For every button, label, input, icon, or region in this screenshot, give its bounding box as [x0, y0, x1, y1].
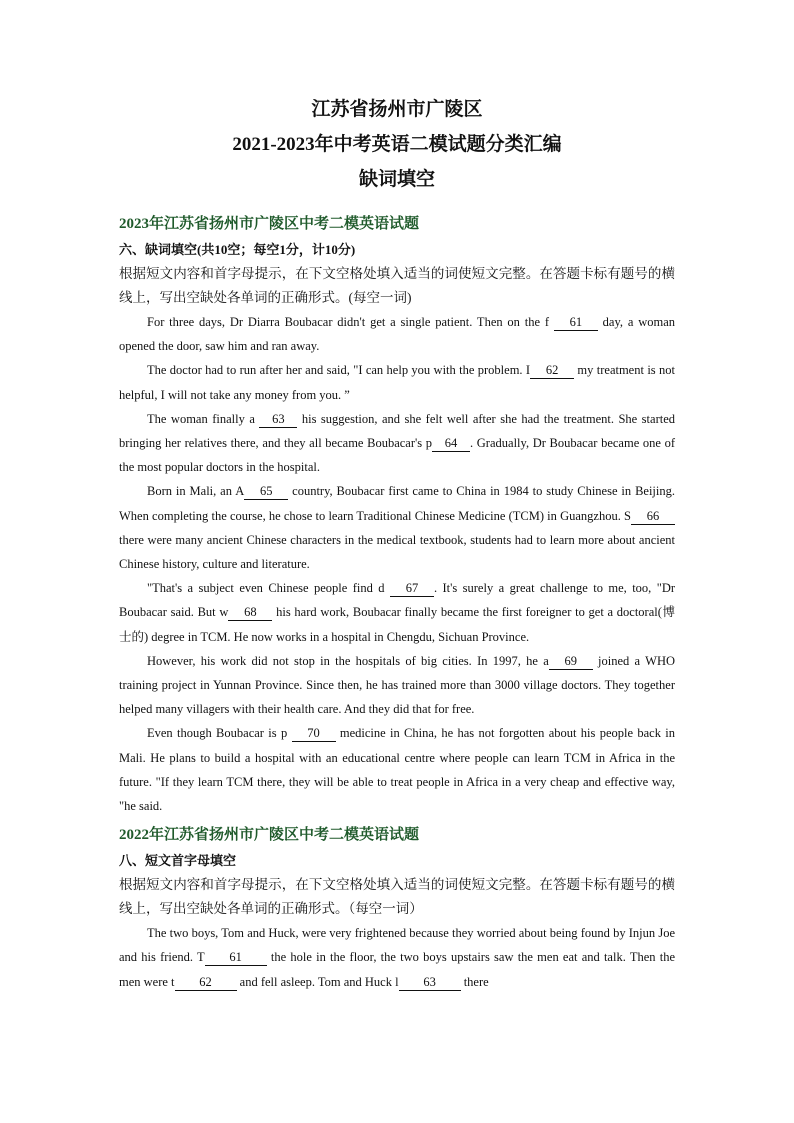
- blank-66[interactable]: 66: [631, 509, 675, 525]
- text-run: The two boys, Tom and Huck, were very frightened because they worried about being found by Injun Joe and his friend. T: [119, 926, 675, 965]
- section-heading-2023: 2023年江苏省扬州市广陵区中考二模英语试题: [119, 216, 420, 232]
- blank-69[interactable]: 69: [549, 654, 593, 670]
- blank-62[interactable]: 62: [530, 363, 574, 379]
- text-run: However, his work did not stop in the hospitals of big cities. In 1997, he a: [147, 653, 549, 668]
- paragraph-7: [119, 721, 675, 818]
- blank-70[interactable]: 70: [292, 726, 336, 742]
- blank-67[interactable]: 67: [390, 581, 434, 597]
- instruction-2022: 根据短文内容和首字母提示，在下文空格处填入适当的词使短文完整。在答题卡标有题号的横线上，写出空缺处各单词的正确形式。（每空一词）: [119, 877, 675, 917]
- text-run: day, a woman opened the door, saw him and ran away.: [119, 315, 675, 354]
- paragraph-5: [119, 576, 675, 649]
- blank-65[interactable]: 65: [244, 484, 288, 500]
- paragraph-1: [119, 310, 675, 358]
- text-run: . It's surely a great challenge to me, too, "Dr Boubacar said. But w: [119, 581, 676, 620]
- paragraph-2: [119, 358, 675, 406]
- blank-2022-61[interactable]: 61: [205, 950, 267, 966]
- text-run: there were many ancient Chinese characters in the medical textbook, students had to learn more about ancient Chinese history, culture and literature.: [119, 532, 675, 572]
- text-run: The woman finally a: [147, 411, 260, 426]
- blank-64[interactable]: 64: [432, 436, 470, 452]
- subheading-2022: 八、短文首字母填空: [119, 853, 237, 869]
- text-run: Even though Boubacar is p: [147, 726, 292, 741]
- doc-title-region: 江苏省扬州市广陵区: [311, 99, 483, 120]
- blank-68[interactable]: 68: [228, 605, 272, 621]
- paragraph-4: [119, 479, 675, 576]
- blank-2022-62[interactable]: 62: [175, 975, 237, 991]
- text-run: medicine in China, he has not forgotten about his people back in Mali. He plans to build a hospital with an educational centre where people can learn TCM in Africa in the future. "If they learn TCM there, they will be able to treat people in Africa in a very cheap and effective way, "he said.: [119, 726, 676, 814]
- paragraph-2022-1: [119, 921, 675, 994]
- doc-title-series: 2021-2023年中考英语二模试题分类汇编: [232, 134, 562, 155]
- paragraph-3: [119, 407, 675, 480]
- blank-2022-63[interactable]: 63: [399, 975, 461, 991]
- text-run: and fell asleep. Tom and Huck l: [236, 974, 399, 989]
- text-run: For three days, Dr Diarra Boubacar didn't get a single patient. Then on the f: [147, 315, 554, 329]
- text-run: his hard work, Boubacar finally became the first foreigner to get a doctoral(博士的) degree in TCM. He now works in a hospital in Chengdu, Sichuan Province.: [119, 605, 675, 644]
- text-run: the hole in the floor, the two boys upstairs saw the men eat and talk. Then the men were t: [119, 950, 675, 989]
- text-run: there: [460, 974, 489, 989]
- blank-63[interactable]: 63: [259, 412, 297, 428]
- text-run: . Gradually, Dr Boubacar became one of the most popular doctors in the hospital.: [119, 436, 675, 475]
- text-run: my treatment is not helpful, I will not take any money from you. ”: [119, 363, 675, 402]
- document-page: [119, 92, 675, 994]
- section-heading-2022: 2022年江苏省扬州市广陵区中考二模英语试题: [119, 827, 420, 844]
- text-run: country, Boubacar first came to China in 1984 to study Chinese in Beijing. When completing the course, he chose to learn Traditional Chinese Medicine (TCM) in Guangzhou. S: [119, 484, 675, 523]
- blank-61[interactable]: 61: [554, 315, 598, 331]
- doc-title-topic: 缺词填空: [358, 169, 435, 190]
- text-run: his suggestion, and she felt well after she had the treatment. She started bringing her relatives there, and they all became Boubacar's p: [119, 411, 675, 451]
- text-run: joined a WHO training project in Yunnan Province. Since then, he has trained more than 3000 village doctors. They together helped many villagers with their health care. And they did that for free.: [119, 653, 675, 717]
- text-run: Born in Mali, an A: [147, 484, 245, 499]
- paragraph-6: [119, 649, 675, 722]
- text-run: "That's a subject even Chinese people find d: [147, 581, 390, 596]
- subheading-2023: 六、缺词填空(共10空；每空1分，计10分): [119, 242, 356, 257]
- text-run: The doctor had to run after her and said, "I can help you with the problem. I: [147, 363, 531, 378]
- instruction-2023: 根据短文内容和首字母提示，在下文空格处填入适当的词使短文完整。在答题卡标有题号的横线上，写出空缺处各单词的正确形式。(每空一词): [119, 266, 675, 305]
